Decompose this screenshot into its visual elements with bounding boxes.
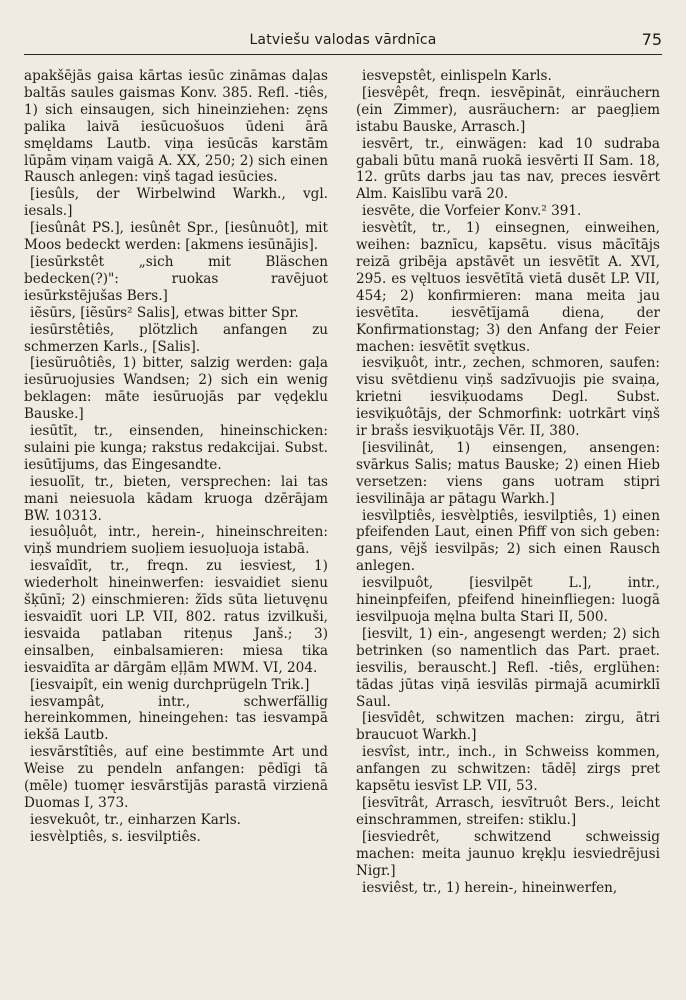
dictionary-entry: [iesvêpêt, freqn. iesvēpināt, einräuchern (ein Zimmer), ausräuchern: ar paegļiem istabu Bauske, Arrasch.] (356, 84, 660, 135)
dictionary-entry: iesūrstêtiês, plötzlich anfangen zu schmerzen Karls., [Salis]. (24, 321, 328, 355)
dictionary-entry: iesvārstîtiês, auf eine bestimmte Art und Weise zu pendeln anfangen: pēdīgi tā (mēle) tuomęr iesvārstījās parastā virzienā Duomas I, 373. (24, 744, 328, 811)
dictionary-entry: [iesviedrêt, schwitzend schweissig machen: meita jaunuo krękļu iesviedrējusi Nigr.] (356, 828, 660, 879)
dictionary-entry: iesvilpuôt, [iesvilpēt L.], intr., hineinpfeifen, pfeifend hineinfliegen: luogā iesvilpuoja męlna bulta Stari II, 500. (356, 575, 660, 625)
dictionary-entry: iesviķuôt, intr., zechen, schmoren, saufen: visu svētdienu viņš sadzīvuojis pie svaiņa, krietni iesviķuodams Degl. Subst. iesviķuôtājs, der Schmorfink: uotrkārt viņš ir brašs iesviķuotājs Vēr. II, 380. (356, 355, 660, 440)
dictionary-entry: iesvìlptiês, iesvèlptiês, iesvilptiês, 1) einen pfeifenden Laut, einen Pfiff von sich geben: gans, vējš iesvilpās; 2) sich einen Rausch anlegen. (356, 507, 660, 575)
dictionary-entry: iesvekuôt, tr., einharzen Karls. (30, 811, 241, 828)
dictionary-entry: iesvērt, tr., einwägen: kad 10 sudraba gabali būtu manā ruokā iesvērti II Sam. 18, 12. grūts darbs jau tas nav, preces iesvērt Alm. Kaislību varā 20. (356, 135, 660, 203)
running-title: Latviešu valodas vārdnīca (249, 32, 437, 48)
dictionary-entry: iesvèlptiês, s. iesvilptiês. (30, 828, 201, 845)
dictionary-entry: iesvampât, intr., schwerfällig hereinkommen, hineingehen: tas iesvampā iekšā Lautb. (24, 693, 328, 744)
dictionary-entry: iesuôļuôt, intr., herein-, hineinschreiten: viņš mundriem suoļiem iesuoļuoja istabā. (24, 524, 328, 558)
dictionary-entry: iesvètît, tr., 1) einsegnen, einweihen, weihen: baznīcu, kapsētu. visus mācītājs reizā gribēja apstāvēt un iesvētīt A. XVI, 295. es vęltuos iesvētītā vietā dusēt LP. VII, 454; 2) konfirmieren: mana meita jau iesvētīta. iesvētījamā diena, der Konfirmationstag; 3) den Anfang der Feier machen: iesvētīt svętkus. (356, 220, 660, 355)
dictionary-entry: iesvaîdīt, tr., freqn. zu iesviest, 1) wiederholt hineinwerfen: iesvaidiet sienu šķūnī; 2) einschmieren: žīds sūta lietuvęnu iesvaidīt uori LP. VII, 802. ratus izvilkuši, iesvaida patlaban riteņus Janš.; 3) einsalben, einbalsamieren: miesa tika iesvaidīta ar dārgām eļļām MWM. VI, 204. (24, 558, 328, 676)
dictionary-entry: apakšējās gaisa kārtas iesūc zināmas daļas baltās saules gaismas Konv. 385. Refl. -tiês, 1) sich einsaugen, sich hineinziehen: zęns palika laivā iesūcuošuos ūdeni ārā smęldams Lautb. viņa iesūcās karstām lūpām viņam vaigā A. XX, 250; 2) sich einen Rausch anlegen: viņš tagad iesūcies. (24, 68, 328, 186)
dictionary-entry: [iesûnât PS.], iesûnêt Spr., [iesûnuôt], mit Moos bedeckt werden: [akmens iesūnājis]. (24, 220, 328, 254)
dictionary-entry: [iesûls, der Wirbelwind Warkh., vgl. iesals.] (24, 186, 328, 220)
dictionary-entry: [iesvīdêt, schwitzen machen: zirgu, ātri braucuot Warkh.] (356, 710, 660, 744)
dictionary-entry: [iesũruôtiês, 1) bitter, salzig werden: gaļa iesūruojusies Wandsen; 2) sich ein wenig beklagen: māte iesūruojās par vęḑeklu Bauske.] (24, 355, 328, 423)
page-header (24, 30, 662, 55)
dictionary-entry: iesuolīt, tr., bieten, versprechen: lai tas mani neiesuola kādam kruoga dzērājam BW. 10313. (24, 473, 328, 524)
dictionary-entry: [iesvītrât, Arrasch, iesvītruôt Bers., leicht einschrammen, streifen: stiklu.] (356, 794, 660, 828)
dictionary-entry: [iesvilt, 1) ein-, angesengt werden; 2) sich betrinken (so namentlich das Part. praet. iesvilis, berauscht.] Refl. -tiês, erglühen: tādas jūtas viņā iesvilās pirmajā acumirklī Saul. (356, 625, 660, 710)
right-column (356, 68, 660, 986)
dictionary-entry: iesvepstêt, einlispeln Karls. (362, 68, 552, 84)
dictionary-entry: iẽsūrs, [iẽsūrs² Salis], etwas bitter Spr. (30, 304, 299, 321)
dictionary-entry: [iesūrkstêt „sich mit Bläschen bedecken(?)": ruokas ravējuot iesūrkstējušas Bers.] (24, 253, 328, 304)
dictionary-entry: iesviêst, tr., 1) herein-, hineinwerfen, (362, 879, 618, 896)
page-number: 75 (641, 30, 662, 49)
dictionary-entry: iesvîst, intr., inch., in Schweiss kommen, anfangen zu schwitzen: tādēļ zirgs pret kapsētu iesvīst LP. VII, 53. (356, 744, 660, 795)
dictionary-entry: iesūtīt, tr., einsenden, hineinschicken: sulaini pie kunga; rakstus redakcijai. Subst. iesūtījums, das Eingesandte. (24, 423, 328, 473)
left-column (24, 68, 328, 986)
dictionary-entry: [iesvilinât, 1) einsengen, ansengen: svārkus Salis; matus Bauske; 2) einen Hieb versetzen: viens gans uotram stipri iesvilināja ar pātagu Warkh.] (356, 439, 660, 507)
dictionary-entry: iesvēte, die Vorfeier Konv.² 391. (362, 203, 582, 220)
dictionary-entry: [iesvaipît, ein wenig durchprügeln Trik.] (30, 676, 310, 693)
